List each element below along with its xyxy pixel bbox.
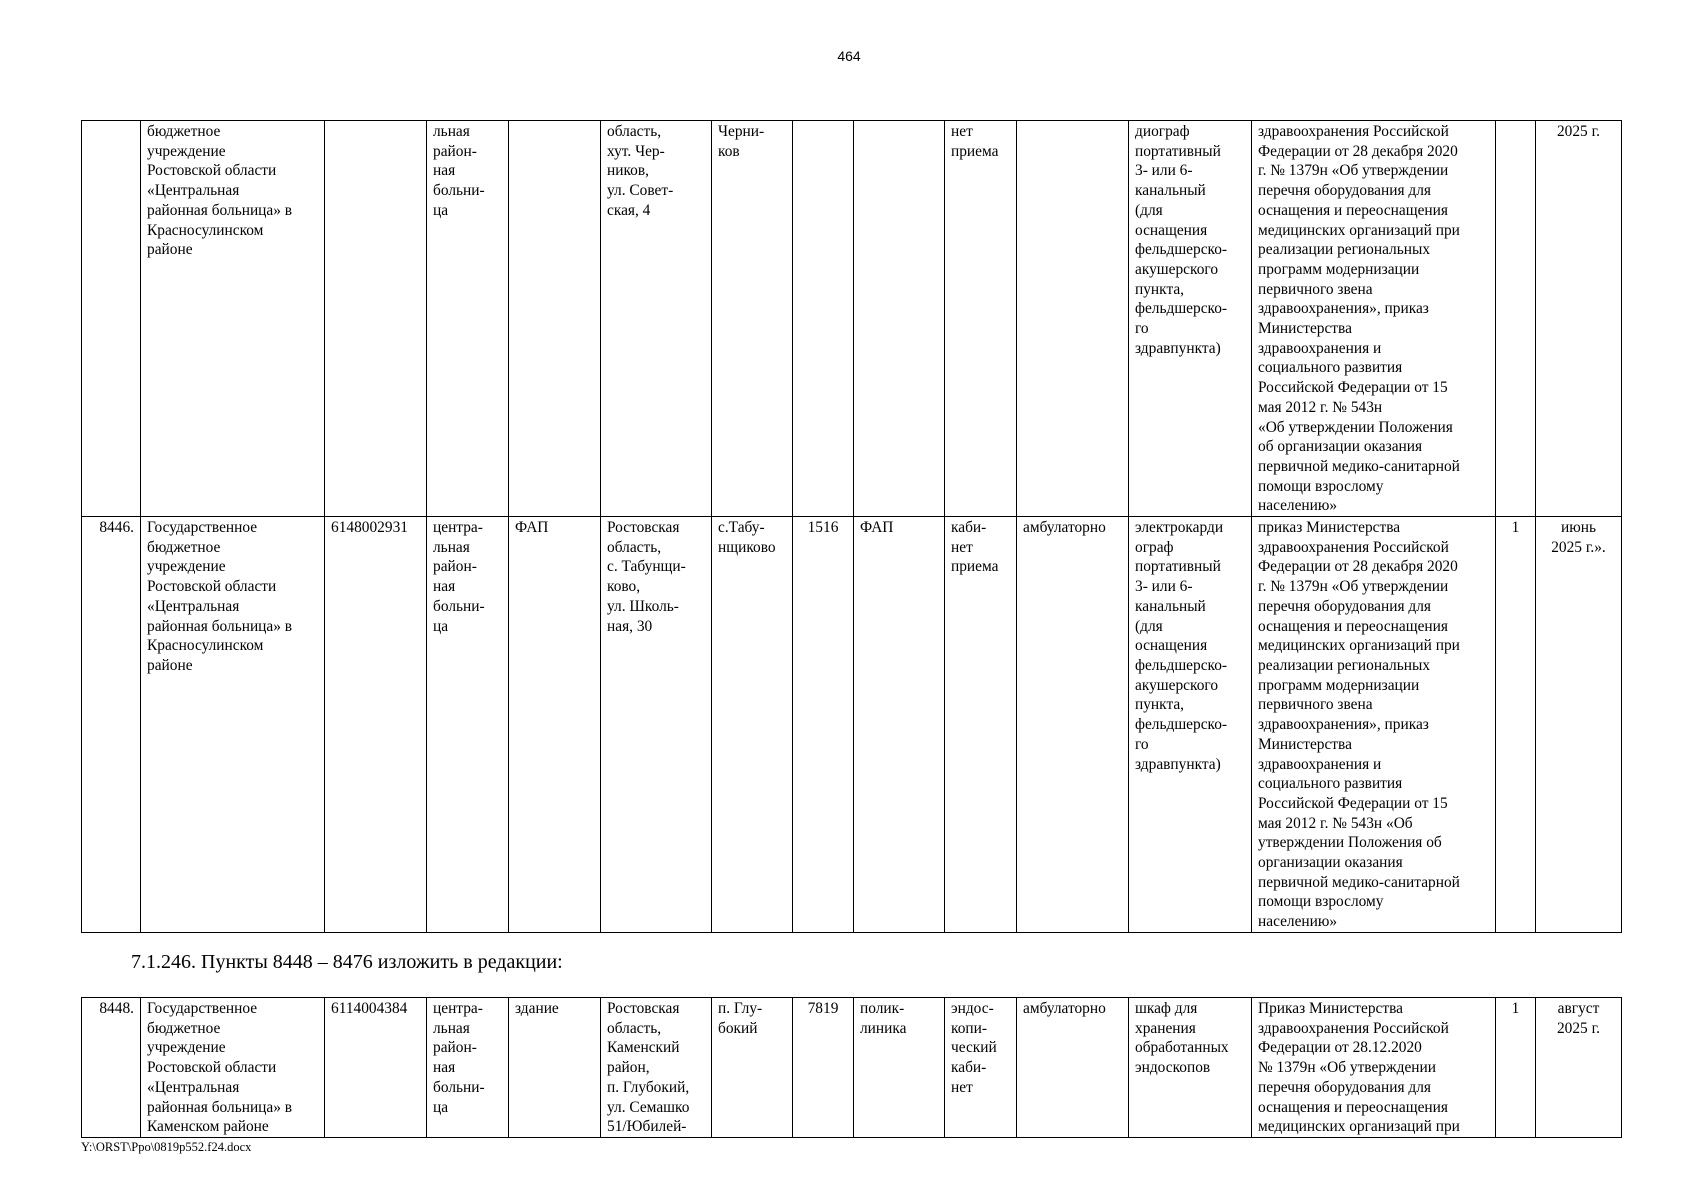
legal-basis: приказ Министерства здравоохранения Российской Федерации от 28 декабря 2020 г. № 1379н «Об утверждении перечня оборудования для оснащения и переоснащения медицинских организаций при реализации региональных программ модернизации первичного звена здравоохранения», приказ Министерства здравоохранения и социального развития Российской Федерации от 15 мая 2012 г. № 543н «Об утверждении Положения об организации оказания первичной медико-санитарной помощи взрослому населению» xyxy=(1252,517,1496,933)
population xyxy=(793,121,854,517)
locality: п. Глу- бокий xyxy=(712,998,793,1138)
population: 7819 xyxy=(793,998,854,1138)
address: Ростовская область, с. Табунщи- ково, ул. Школь- ная, 30 xyxy=(601,517,712,933)
deadline: июнь 2025 г.». xyxy=(1536,517,1622,933)
table-row xyxy=(82,517,1622,933)
organization-name: бюджетное учреждение Ростовской области «Центральная районная больница» в Красносулинском районе xyxy=(141,121,325,517)
care-conditions: амбулаторно xyxy=(1017,517,1129,933)
row-number xyxy=(82,121,141,517)
table-row xyxy=(82,121,1622,517)
equipment: диограф портативный 3- или 6- канальный (для оснащения фельдшерско- акушерского пункта, фельдшерско- го здравпункта) xyxy=(1129,121,1252,517)
file-path-footer: Y:\ORST\Ppo\0819p552.f24.docx xyxy=(81,1140,252,1154)
inn: 6114004384 xyxy=(325,998,427,1138)
population: 1516 xyxy=(793,517,854,933)
page-number: 464 xyxy=(837,48,861,64)
organization-name: Государственное бюджетное учреждение Ростовской области «Центральная районная больница» в Каменском районе xyxy=(141,998,325,1138)
subdivision: ФАП xyxy=(509,517,601,933)
subdivision xyxy=(509,121,601,517)
quantity xyxy=(1496,121,1536,517)
locality: с.Табу- нщиково xyxy=(712,517,793,933)
organization-type: центра- льная район- ная больни- ца xyxy=(427,517,509,933)
equipment: электрокарди ограф портативный 3- или 6- канальный (для оснащения фельдшерско- акушерского пункта, фельдшерско- го здравпункта) xyxy=(1129,517,1252,933)
quantity: 1 xyxy=(1496,998,1536,1138)
room: каби- нет приема xyxy=(945,517,1017,933)
deadline: август 2025 г. xyxy=(1536,998,1622,1138)
organization-type: центра- льная район- ная больни- ца xyxy=(427,998,509,1138)
care-conditions: амбулаторно xyxy=(1017,998,1129,1138)
structural-unit: полик- линика xyxy=(854,998,945,1138)
organization-type: льная район- ная больни- ца xyxy=(427,121,509,517)
locality: Черни- ков xyxy=(712,121,793,517)
row-number: 8446. xyxy=(82,517,141,933)
deadline: 2025 г. xyxy=(1536,121,1622,517)
organization-name: Государственное бюджетное учреждение Ростовской области «Центральная районная больница» в Красносулинском районе xyxy=(141,517,325,933)
amendment-text: 7.1.246. Пункты 8448 – 8476 изложить в редакции: xyxy=(131,951,563,973)
address: область, хут. Чер- ников, ул. Совет- ская, 4 xyxy=(601,121,712,517)
inn xyxy=(325,121,427,517)
table-row xyxy=(82,998,1622,1138)
quantity: 1 xyxy=(1496,517,1536,933)
legal-basis: здравоохранения Российской Федерации от 28 декабря 2020 г. № 1379н «Об утверждении перечня оборудования для оснащения и переоснащения медицинских организаций при реализации региональных программ модернизации первичного звена здравоохранения», приказ Министерства здравоохранения и социального развития Российской Федерации от 15 мая 2012 г. № 543н «Об утверждении Положения об организации оказания первичной медико-санитарной помощи взрослому населению» xyxy=(1252,121,1496,517)
legal-basis: Приказ Министерства здравоохранения Российской Федерации от 28.12.2020 № 1379н «Об утверждении перечня оборудования для оснащения и переоснащения медицинских организаций при xyxy=(1252,998,1496,1138)
care-conditions xyxy=(1017,121,1129,517)
room: эндос- копи- ческий каби- нет xyxy=(945,998,1017,1138)
structural-unit xyxy=(854,121,945,517)
register-table-continued xyxy=(81,120,1622,933)
address: Ростовская область, Каменский район, п. Глубокий, ул. Семашко 51/Юбилей- xyxy=(601,998,712,1138)
structural-unit: ФАП xyxy=(854,517,945,933)
inn: 6148002931 xyxy=(325,517,427,933)
register-table-new xyxy=(81,997,1622,1138)
equipment: шкаф для хранения обработанных эндоскопов xyxy=(1129,998,1252,1138)
row-number: 8448. xyxy=(82,998,141,1138)
subdivision: здание xyxy=(509,998,601,1138)
room: нет приема xyxy=(945,121,1017,517)
